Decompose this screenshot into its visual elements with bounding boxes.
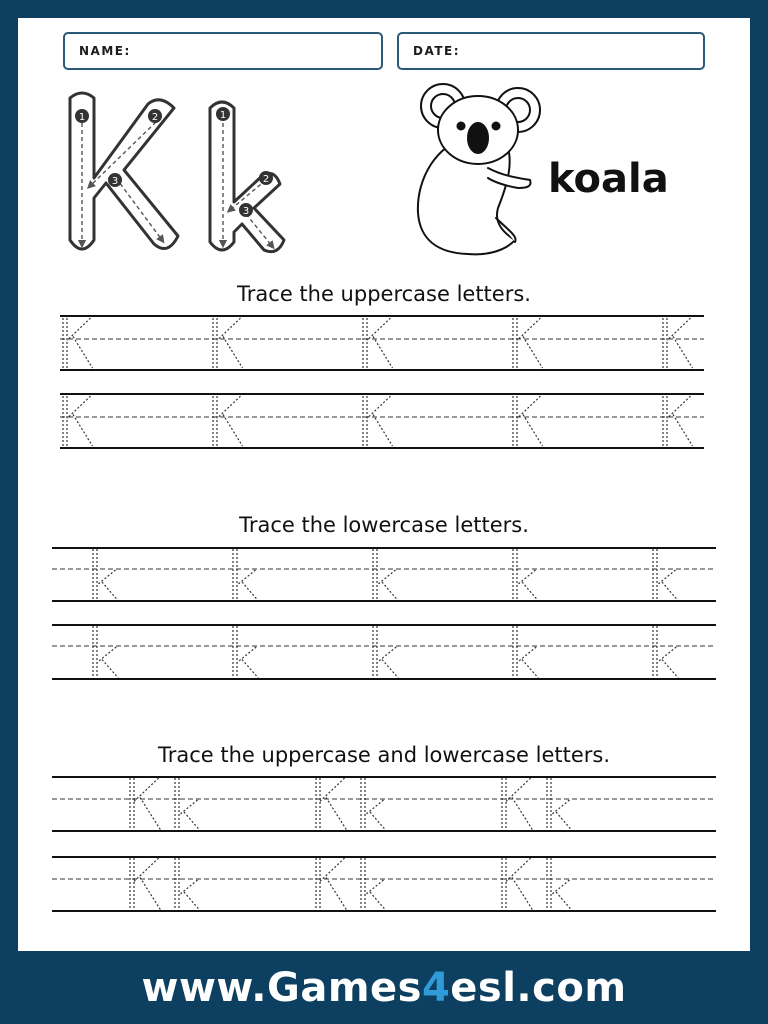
upper-step-1: 1 (78, 112, 86, 123)
dashed-letter-K (663, 396, 693, 446)
tracing-practice-lines (18, 18, 750, 951)
dashed-letter-k (653, 626, 678, 678)
dashed-letter-K (316, 778, 347, 830)
dashed-letter-k (175, 858, 200, 910)
url-part-1: www.Games (141, 965, 422, 1011)
dashed-letter-K (316, 858, 347, 910)
website-url (142, 965, 627, 1011)
dashed-letter-k (547, 858, 572, 910)
footer-banner (0, 951, 768, 1024)
dashed-letter-K (130, 858, 161, 910)
dashed-letter-K (663, 318, 693, 368)
dashed-letter-K (502, 778, 533, 830)
dashed-letter-k (547, 778, 572, 830)
section-title-mixed: Trace the uppercase and lowercase letters. (157, 743, 610, 767)
dashed-letter-K (513, 318, 543, 368)
dashed-letter-K (213, 396, 243, 446)
url-accent: 4 (421, 965, 451, 1011)
upper-step-2: 2 (151, 112, 159, 123)
section-title-lowercase: Trace the lowercase letters. (239, 513, 529, 537)
dashed-letter-k (93, 626, 118, 678)
dashed-letter-k (513, 626, 538, 678)
name-label: NAME: (79, 44, 131, 58)
dashed-letter-k (361, 858, 386, 910)
date-label: DATE: (413, 44, 460, 58)
lower-step-3: 3 (242, 206, 250, 217)
dashed-letter-k (361, 778, 386, 830)
dashed-letter-k (513, 549, 538, 600)
lower-step-1: 1 (219, 110, 227, 121)
upper-step-3: 3 (111, 176, 119, 187)
dashed-letter-K (130, 778, 161, 830)
dashed-letter-K (363, 318, 393, 368)
dashed-letter-K (213, 318, 243, 368)
lower-step-2: 2 (262, 174, 270, 185)
dashed-letter-k (175, 778, 200, 830)
url-part-2: esl.com (450, 965, 627, 1011)
dashed-letter-k (93, 549, 118, 600)
dashed-letter-k (373, 626, 398, 678)
dashed-letter-k (653, 549, 678, 600)
dashed-letter-k (233, 549, 258, 600)
dashed-letter-k (373, 549, 398, 600)
dashed-letter-K (363, 396, 393, 446)
section-title-uppercase: Trace the uppercase letters. (237, 282, 531, 306)
dashed-letter-K (63, 318, 93, 368)
dashed-letter-K (502, 858, 533, 910)
dashed-letter-K (513, 396, 543, 446)
dashed-letter-K (63, 396, 93, 446)
koala-word: koala (548, 156, 669, 202)
worksheet (18, 18, 750, 951)
dashed-letter-k (233, 626, 258, 678)
